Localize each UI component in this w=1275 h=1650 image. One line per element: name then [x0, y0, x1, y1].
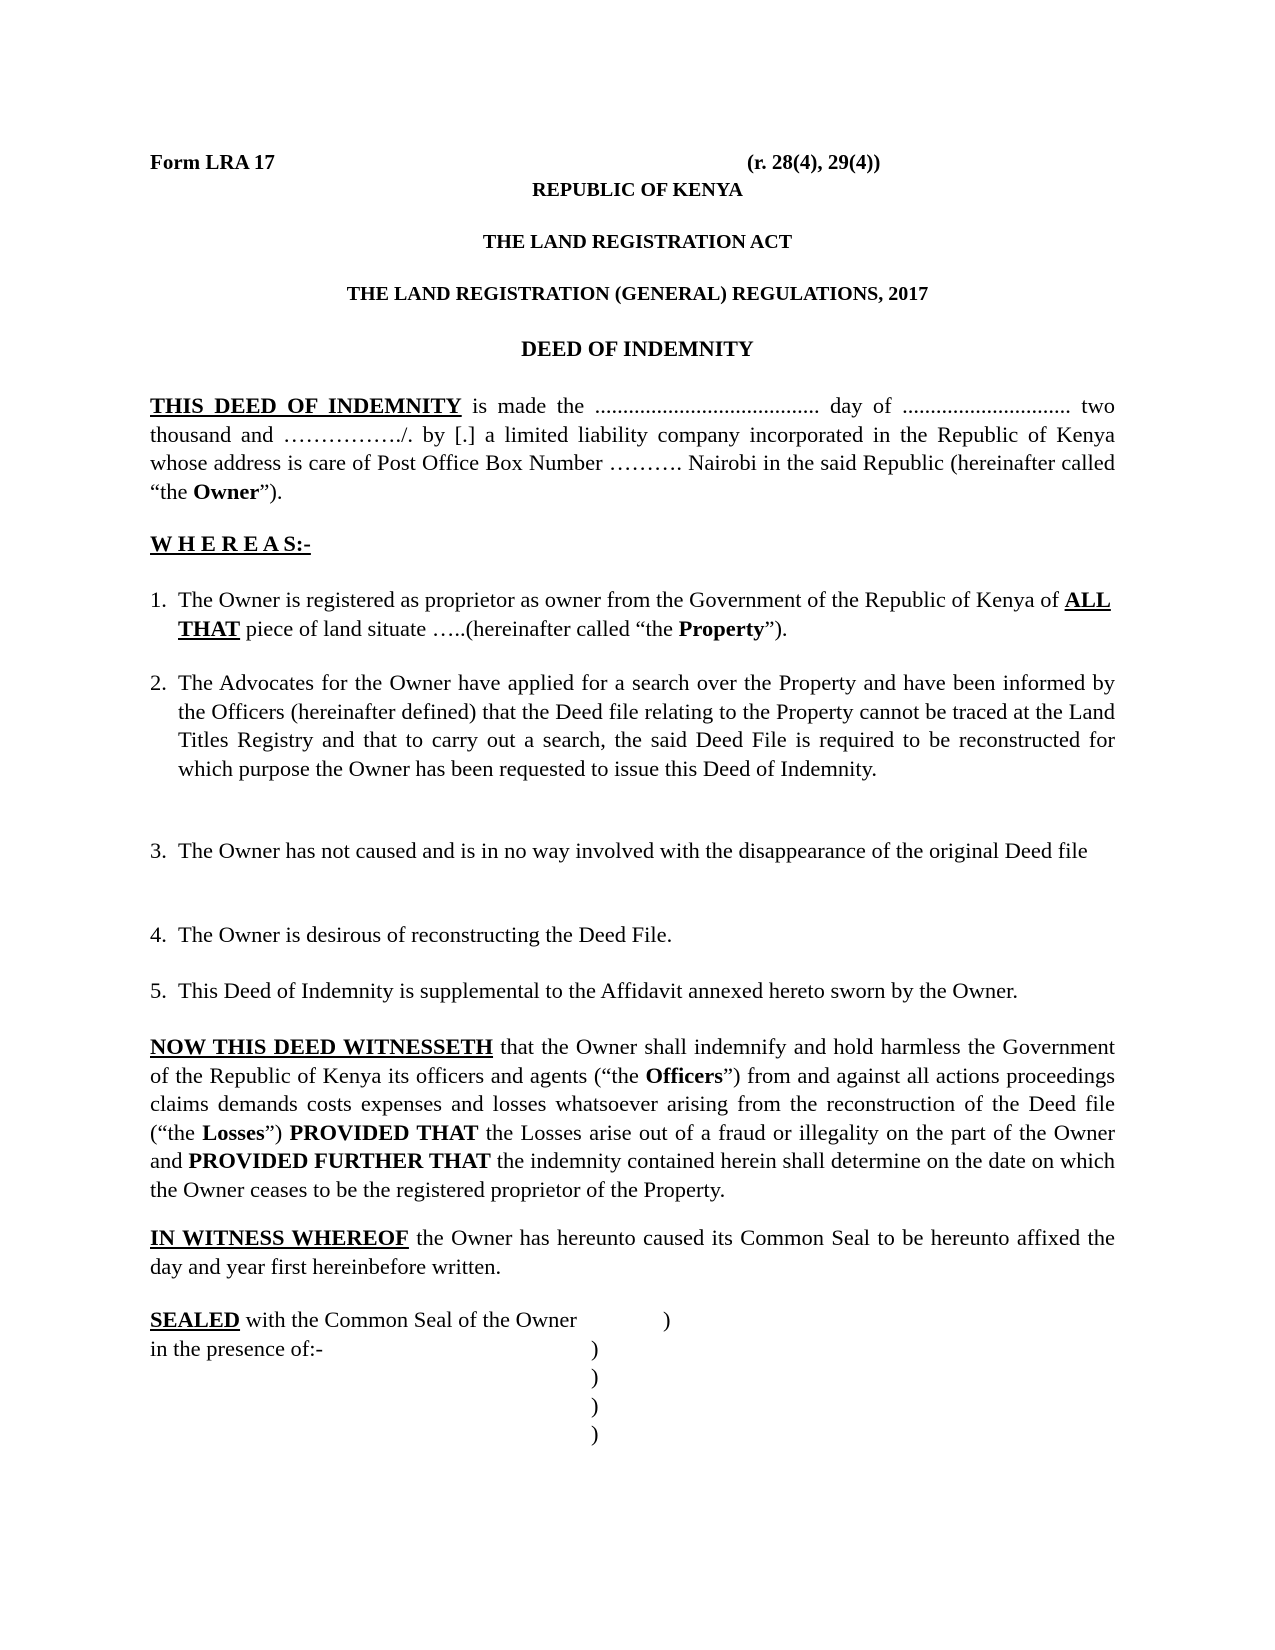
bracket-mark: ): [591, 1336, 599, 1361]
in-witness-paragraph: IN WITNESS WHEREOF the Owner has hereunto caused its Common Seal to be hereunto affixed the day and year first hereinbefore written.: [150, 1225, 1115, 1279]
recital-text: The Owner is registered as proprietor as owner from the Government of the Republic of Kenya of ALL THAT piece of land situate …..(hereinafter called “the Property”).: [178, 587, 1111, 641]
officers-defined-term: Officers: [645, 1062, 723, 1088]
recital-text: This Deed of Indemnity is supplemental to the Affidavit annexed hereto sworn by the Owner.: [178, 978, 1019, 1003]
recital-item: [150, 837, 1115, 866]
deed-title: DEED OF INDEMNITY: [521, 336, 754, 361]
whereas-heading: W H E R E A S:-: [150, 531, 311, 556]
opening-text: two thousand and ……………./. by [.] a limited liability company incorporated in the Republic of Kenya whose address is care of Post Office Box Number ………. Nairobi in the said Republic (hereinafter called “the: [150, 393, 1116, 504]
republic-title: REPUBLIC OF KENYA: [532, 179, 743, 201]
recital-text: The Advocates for the Owner have applied for a search over the Property and have been informed by the Officers (hereinafter defined) that the Deed file relating to the Property cannot be traced at the Land Titles Registry and that to carry out a search, the said Deed File is required to be reconstructed for which purpose the Owner has been requested to issue this Deed of Indemnity.: [178, 670, 1115, 781]
recital-text: The Owner is desirous of reconstructing the Deed File.: [178, 922, 673, 947]
losses-defined-term: Losses: [202, 1119, 265, 1145]
recital-item: [150, 977, 1115, 1006]
opening-lead: THIS DEED OF INDEMNITY: [150, 393, 462, 418]
recital-text: The Owner has not caused and is in no way involved with the disappearance of the original Deed file: [178, 838, 1088, 863]
provided-further-term: PROVIDED FURTHER THAT: [188, 1148, 491, 1173]
opening-line1: is made the ........................................ day of ..............................: [461, 393, 1071, 418]
recital-item: [150, 921, 1115, 950]
recital-number: 5.: [150, 978, 167, 1003]
recital-item: [150, 586, 1115, 643]
act-title: THE LAND REGISTRATION ACT: [482, 231, 793, 253]
rule-reference: (r. 28(4), 29(4)): [747, 150, 881, 174]
recital-item: [150, 669, 1115, 783]
regulations-title: THE LAND REGISTRATION (GENERAL) REGULATIONS, 2017: [346, 283, 929, 305]
recital-number: 1.: [150, 587, 167, 612]
witnesseth-paragraph: NOW THIS DEED WITNESSETH that the Owner shall indemnify and hold harmless the Government of the Republic of Kenya its officers and agents (“the Officers”) from and against all actions proceedings claims demands costs expenses and losses whatsoever arising from the reconstruction of the Deed file (“the Losses”) PROVIDED THAT the Losses arise out of a fraud or illegality on the part of the Owner and PROVIDED FURTHER THAT the indemnity contained herein shall determine on the date on which the Owner ceases to be the registered proprietor of the Property.: [150, 1034, 1116, 1202]
bracket-mark: ): [591, 1393, 599, 1418]
witnesseth-lead: NOW THIS DEED WITNESSETH: [150, 1034, 494, 1059]
owner-defined-term: Owner: [193, 478, 260, 504]
sealing-clause-line: SEALED with the Common Seal of the Owner: [150, 1307, 577, 1332]
opening-paragraph: [150, 392, 1115, 506]
in-witness-lead: IN WITNESS WHEREOF: [150, 1225, 409, 1250]
provided-that-term: PROVIDED THAT: [289, 1119, 479, 1145]
property-defined-term: Property: [678, 615, 765, 641]
sealed-term: SEALED: [150, 1307, 241, 1332]
recital-number: 4.: [150, 922, 167, 947]
all-that-term: ALL THAT: [178, 587, 1111, 641]
bracket-mark: ): [663, 1307, 671, 1332]
recital-number: 3.: [150, 838, 167, 863]
recital-number: 2.: [150, 670, 167, 695]
form-number: Form LRA 17: [150, 150, 275, 174]
opening-text-end: ”).: [259, 478, 283, 504]
bracket-mark: ): [591, 1364, 599, 1389]
presence-of-line: in the presence of:-: [150, 1336, 324, 1361]
bracket-mark: ): [591, 1421, 599, 1446]
